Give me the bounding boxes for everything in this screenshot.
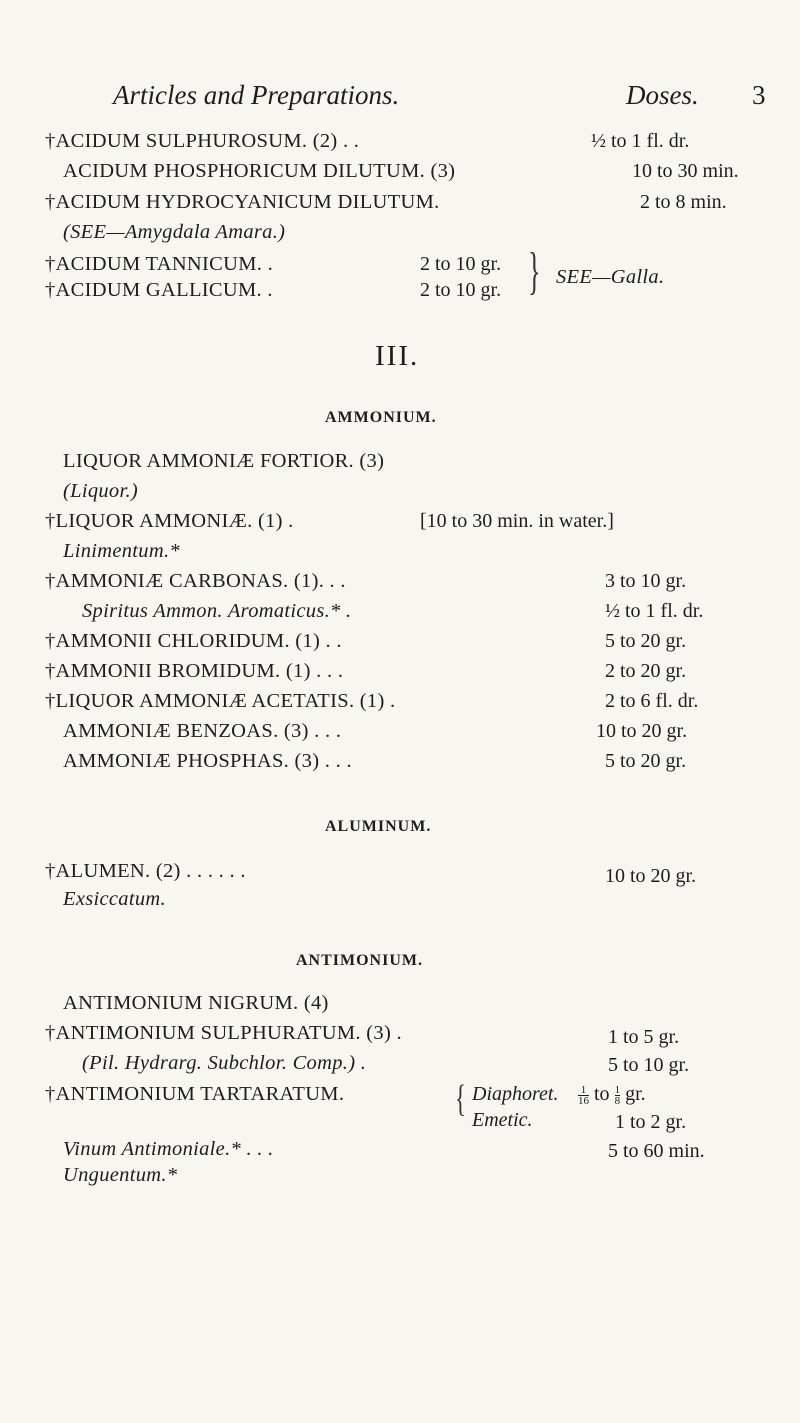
entry-liquor-ammoniae-acetatis: †LIQUOR AMMONIÆ ACETATIS. (1) . bbox=[45, 690, 396, 712]
entry-ammoniae-carbonas: †AMMONIÆ CARBONAS. (1). . . bbox=[45, 570, 346, 592]
sub-linimentum: Linimentum.* bbox=[63, 540, 180, 562]
dose-ammonii-bromidum: 2 to 20 gr. bbox=[605, 660, 687, 682]
entry-ammoniae-phosphas: AMMONIÆ PHOSPHAS. (3) . . . bbox=[63, 750, 352, 772]
see-amygdala: (SEE—Amygdala Amara.) bbox=[63, 221, 286, 243]
dose-emetic: 1 to 2 gr. bbox=[615, 1111, 687, 1133]
entry-acidum-sulphurosum: †ACIDUM SULPHUROSUM. (2) . . bbox=[45, 130, 360, 152]
heading-aluminum: ALUMINUM. bbox=[325, 818, 432, 835]
brace-icon: } bbox=[528, 243, 541, 300]
sub-liquor: (Liquor.) bbox=[63, 480, 139, 502]
dose-rest: to 1 fl. dr. bbox=[620, 600, 704, 622]
entry-ammoniae-benzoas: AMMONIÆ BENZOAS. (3) . . . bbox=[63, 720, 342, 742]
numerator: 1 bbox=[578, 1085, 589, 1096]
dose-lead: ½ bbox=[605, 600, 620, 622]
see-galla: SEE—Galla. bbox=[556, 266, 665, 288]
dose-rest: to 1 fl. dr. bbox=[606, 130, 690, 152]
entry-acidum-hydrocyanicum: †ACIDUM HYDROCYANICUM DILUTUM. bbox=[45, 191, 440, 213]
dose-unit: gr. bbox=[620, 1083, 646, 1105]
entry-ammonii-bromidum: †AMMONII BROMIDUM. (1) . . . bbox=[45, 660, 344, 682]
sub-exsiccatum: Exsiccatum. bbox=[63, 888, 166, 910]
dose-acidum-tannicum: 2 to 10 gr. bbox=[420, 253, 502, 275]
brace-icon: { bbox=[455, 1078, 466, 1120]
fraction-one-sixteenth bbox=[578, 1085, 589, 1106]
dose-spiritus-ammon bbox=[605, 600, 703, 623]
dose-pil-hydrarg: 5 to 10 gr. bbox=[608, 1054, 690, 1076]
dose-acidum-sulphurosum bbox=[591, 130, 689, 153]
sub-unguentum: Unguentum.* bbox=[63, 1164, 178, 1186]
page-number: 3 bbox=[752, 80, 766, 110]
dose-ammoniae-carbonas: 3 to 10 gr. bbox=[605, 570, 687, 592]
entry-acidum-gallicum: †ACIDUM GALLICUM. . bbox=[45, 279, 273, 301]
dose-diaphoret bbox=[578, 1083, 646, 1106]
dose-vinum-antimoniale: 5 to 60 min. bbox=[608, 1140, 705, 1162]
numerator: 1 bbox=[614, 1083, 621, 1096]
entry-liquor-ammoniae-fortior: LIQUOR AMMONIÆ FORTIOR. (3) bbox=[63, 450, 385, 472]
label-diaphoret: Diaphoret. bbox=[472, 1083, 559, 1105]
dose-acidum-phosphoricum: 10 to 30 min. bbox=[632, 160, 739, 182]
entry-antimonium-tartaratum: †ANTIMONIUM TARTARATUM. bbox=[45, 1083, 345, 1105]
entry-acidum-tannicum: †ACIDUM TANNICUM. . bbox=[45, 253, 274, 275]
dose-to: to bbox=[589, 1083, 615, 1105]
entry-acidum-phosphoricum: ACIDUM PHOSPHORICUM DILUTUM. (3) bbox=[63, 160, 456, 182]
section-number: III. bbox=[375, 340, 420, 372]
heading-antimonium: ANTIMONIUM. bbox=[296, 952, 423, 969]
entry-antimonium-sulphuratum: †ANTIMONIUM SULPHURATUM. (3) . bbox=[45, 1022, 402, 1044]
running-head-title: Articles and Preparations. bbox=[113, 80, 400, 110]
dose-alumen: 10 to 20 gr. bbox=[605, 865, 697, 887]
dose-liquor-ammoniae-acetatis: 2 to 6 fl. dr. bbox=[605, 690, 699, 712]
dose-acidum-gallicum: 2 to 10 gr. bbox=[420, 279, 502, 301]
sub-spiritus-ammon: Spiritus Ammon. Aromaticus.* . bbox=[82, 600, 352, 622]
dose-acidum-hydrocyanicum: 2 to 8 min. bbox=[640, 191, 727, 213]
entry-liquor-ammoniae: †LIQUOR AMMONIÆ. (1) . bbox=[45, 510, 294, 532]
heading-ammonium: AMMONIUM. bbox=[325, 409, 437, 426]
sub-pil-hydrarg: (Pil. Hydrarg. Subchlor. Comp.) . bbox=[82, 1052, 367, 1074]
denominator: 8 bbox=[614, 1094, 621, 1107]
dose-ammonii-chloridum: 5 to 20 gr. bbox=[605, 630, 687, 652]
dose-lead: ½ bbox=[591, 130, 606, 152]
dose-antimonium-sulphuratum: 1 to 5 gr. bbox=[608, 1026, 680, 1048]
dose-ammoniae-phosphas: 5 to 20 gr. bbox=[605, 750, 687, 772]
label-emetic: Emetic. bbox=[472, 1109, 533, 1131]
dose-liquor-ammoniae: [10 to 30 min. in water.] bbox=[420, 510, 614, 532]
dose-ammoniae-benzoas: 10 to 20 gr. bbox=[596, 720, 688, 742]
denominator: 16 bbox=[578, 1094, 589, 1107]
entry-alumen: †ALUMEN. (2) . . . . . . bbox=[45, 860, 246, 882]
sub-vinum-antimoniale: Vinum Antimoniale.* . . . bbox=[63, 1138, 274, 1160]
entry-antimonium-nigrum: ANTIMONIUM NIGRUM. (4) bbox=[63, 992, 329, 1014]
entry-ammonii-chloridum: †AMMONII CHLORIDUM. (1) . . bbox=[45, 630, 342, 652]
running-head-doses: Doses. bbox=[626, 80, 699, 110]
